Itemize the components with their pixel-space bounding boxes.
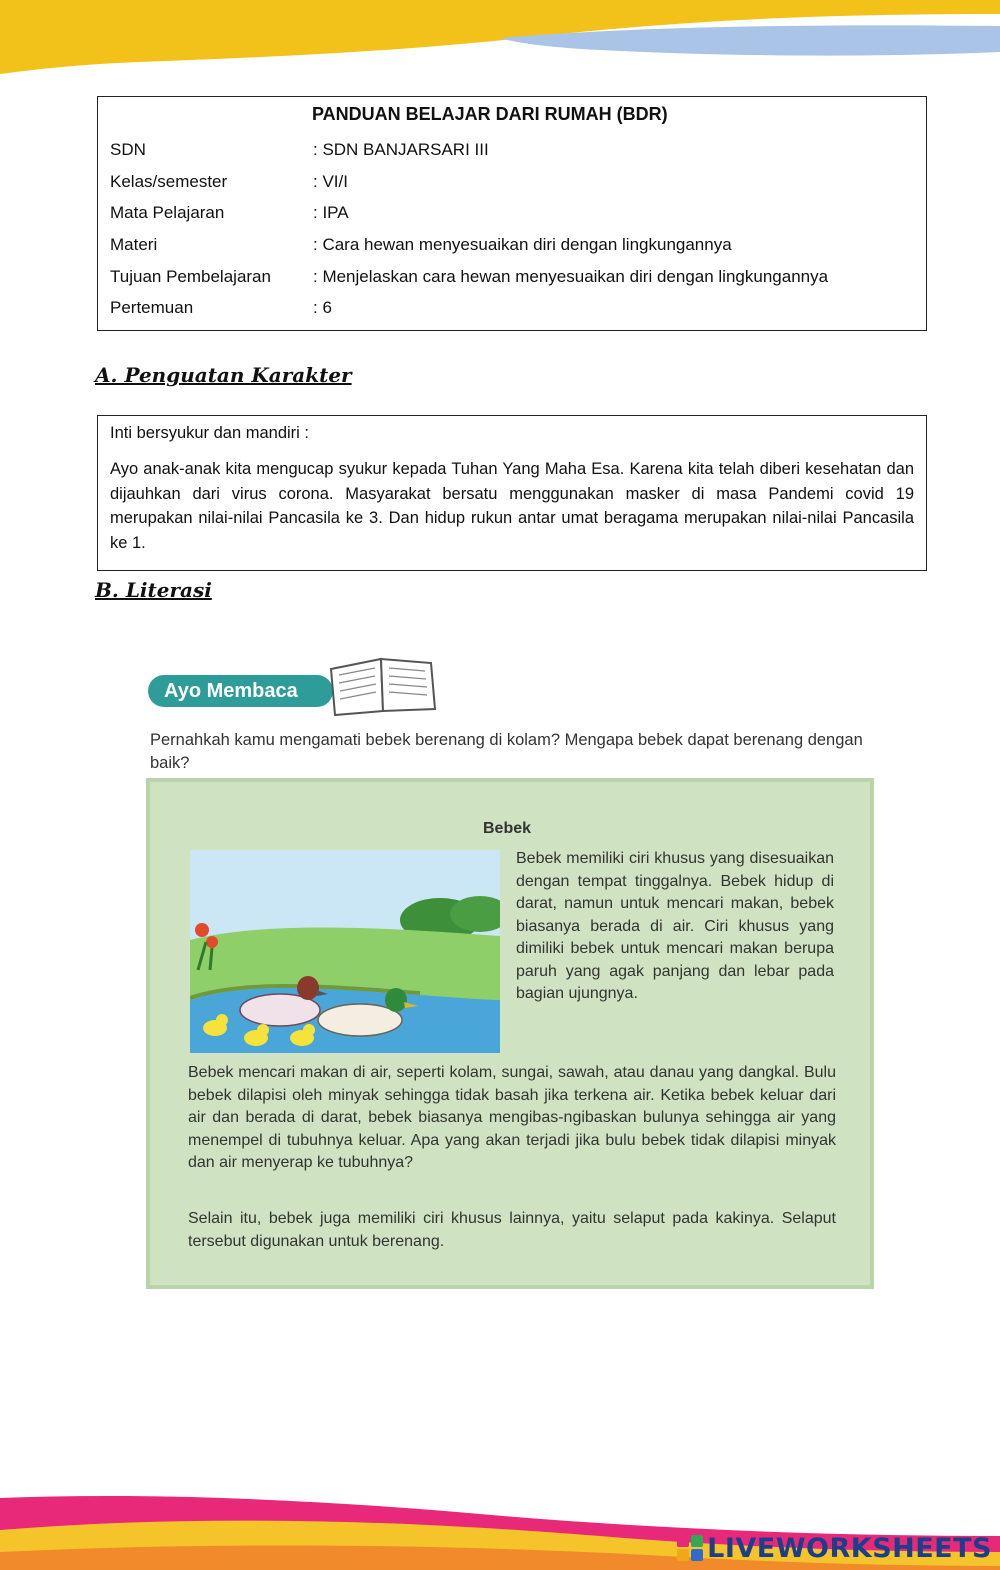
info-value: : SDN BANJARSARI III	[313, 140, 489, 159]
info-value: : VI/I	[313, 172, 348, 191]
ayo-membaca-badge: Ayo Membaca	[148, 675, 333, 707]
info-value: : IPA	[313, 203, 349, 222]
lesson-info-box	[97, 96, 927, 331]
info-label: Mata Pelajaran	[110, 203, 225, 222]
reading-question: Pernahkah kamu mengamati bebek berenang di kolam? Mengapa bebek dapat berenang dengan baik?	[150, 731, 863, 772]
brand-name: LIVEWORKSHEETS	[707, 1532, 992, 1564]
reading-title: Bebek	[483, 820, 532, 837]
info-label: Kelas/semester	[110, 172, 228, 191]
duck-pond-illustration	[190, 850, 500, 1053]
character-intro: Inti bersyukur dan mandiri :	[110, 424, 310, 442]
section-b-heading: B. Literasi	[95, 578, 212, 602]
character-box	[97, 415, 927, 571]
info-value: : Cara hewan menyesuaikan diri dengan lingkungannya	[313, 235, 732, 254]
reading-paragraph-3: Selain itu, bebek juga memiliki ciri khusus lainnya, yaitu selaput pada kakinya. Selaput tersebut digunakan untuk berenang.	[188, 1210, 836, 1250]
lesson-title: PANDUAN BELAJAR DARI RUMAH (BDR)	[312, 104, 668, 124]
info-value: : Menjelaskan cara hewan menyesuaikan diri dengan lingkungannya	[313, 267, 829, 286]
liveworksheets-brand	[677, 1532, 992, 1564]
info-label: Materi	[110, 235, 158, 254]
top-wave-decoration	[0, 0, 1000, 80]
info-label: SDN	[110, 140, 146, 159]
section-a-heading: A. Penguatan Karakter	[95, 363, 352, 387]
info-label: Pertemuan	[110, 298, 194, 317]
reading-side-paragraph: Bebek memiliki ciri khusus yang disesuaikan dengan tempat tinggalnya. Bebek hidup di darat, namun untuk mencari makan, bebek biasanya berada di air. Ciri khusus yang dimiliki bebek untuk mencari makan berupa paruh yang agak panjang dan lebar pada bagian ujungnya.	[516, 850, 834, 1002]
reading-paragraph-2: Bebek mencari makan di air, seperti kolam, sungai, sawah, atau danau yang dangkal. Bulu bebek dilapisi oleh minyak sehingga tidak basah jika terkena air. Ketika bebek keluar dari air dan berada di darat, bebek biasanya mengibas-ngibaskan bulunya sehingga air yang menempel di tubuhnya keluar. Apa yang akan terjadi jika bulu bebek tidak dilapisi minyak dan air menyerap ke tubuhnya?	[188, 1064, 836, 1171]
character-body: Ayo anak-anak kita mengucap syukur kepada Tuhan Yang Maha Esa. Karena kita telah diberi kesehatan dan dijauhkan dari virus corona. Masyarakat bersatu menggunakan masker di masa Pandemi covid 19 merupakan nilai-nilai Pancasila ke 3. Dan hidup rukun antar umat beragama merupakan nilai-nilai Pancasila ke 1.	[110, 460, 914, 552]
reading-panel	[150, 782, 870, 1285]
liveworksheets-logo-icon	[677, 1535, 703, 1561]
info-value: : 6	[313, 298, 332, 317]
literacy-image	[95, 625, 925, 1315]
open-book-icon	[327, 655, 439, 717]
info-label: Tujuan Pembelajaran	[110, 267, 271, 286]
